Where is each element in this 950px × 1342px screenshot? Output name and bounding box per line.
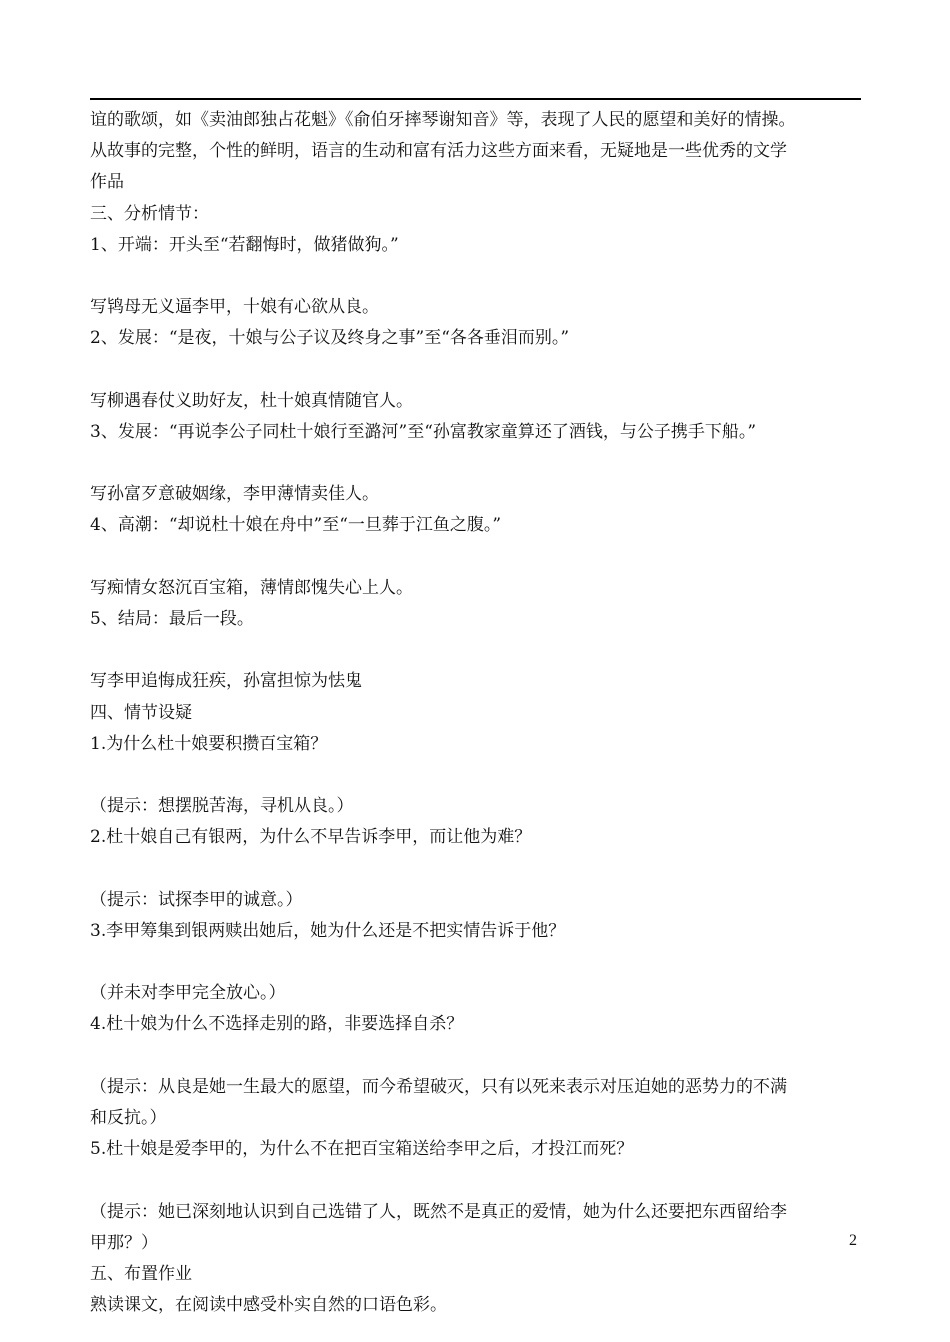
- question-3: 3.李甲筹集到银两赎出她后，她为什么还是不把实情告诉于他？: [90, 920, 566, 941]
- plot-stage-3: 3、发展：“再说李公子同杜十娘行至潞河”至“孙富教家童算还了酒钱，与公子携手下船。”: [90, 421, 757, 442]
- page-number: 2: [849, 1232, 857, 1249]
- plot-summary-3: 写孙富歹意破姻缘，李甲薄情卖佳人。: [90, 484, 379, 505]
- answer-3: （并未对李甲完全放心。）: [90, 983, 286, 1004]
- intro-line-3: 作品: [90, 172, 124, 193]
- answer-4-line-1: （提示：从良是她一生最大的愿望，而今希望破灭，只有以死来表示对压迫她的恶势力的不满: [90, 1076, 787, 1097]
- answer-2: （提示：试探李甲的诚意。）: [90, 889, 303, 910]
- header-rule: [90, 98, 861, 100]
- intro-line-1: 谊的歌颂，如《卖油郎独占花魁》《俞伯牙摔琴谢知音》等，表现了人民的愿望和美好的情操。: [90, 110, 796, 130]
- answer-4-line-2: 和反抗。）: [90, 1108, 167, 1128]
- homework-text: 熟读课文，在阅读中感受朴实自然的口语色彩。: [90, 1295, 447, 1316]
- plot-summary-4: 写痴情女怒沉百宝箱，薄情郎愧失心上人。: [90, 577, 413, 598]
- section-5-heading: 五、布置作业: [90, 1263, 192, 1284]
- plot-stage-4: 4、高潮：“却说杜十娘在舟中”至“一旦葬于江鱼之腹。”: [90, 515, 502, 536]
- document-body: [90, 105, 861, 1321]
- question-1: 1.为什么杜十娘要积攒百宝箱？: [90, 733, 328, 754]
- answer-5-line-2: 甲那？）: [90, 1232, 158, 1253]
- plot-stage-2: 2、发展：“是夜，十娘与公子议及终身之事”至“各各垂泪而别。”: [90, 328, 570, 349]
- answer-5-line-1: （提示：她已深刻地认识到自己选错了人，既然不是真正的爱情，她为什么还要把东西留给李: [90, 1201, 787, 1222]
- question-2: 2.杜十娘自己有银两，为什么不早告诉李甲，而让他为难？: [90, 827, 532, 848]
- section-4-heading: 四、情节设疑: [90, 702, 192, 723]
- question-4: 4.杜十娘为什么不选择走别的路，非要选择自杀？: [90, 1014, 464, 1035]
- plot-stage-1: 1、开端：开头至“若翻悔时，做猪做狗。”: [90, 234, 399, 255]
- plot-summary-1: 写鸨母无义逼李甲，十娘有心欲从良。: [90, 297, 379, 318]
- plot-summary-5: 写李甲追悔成狂疾，孙富担惊为怯鬼: [90, 671, 362, 692]
- plot-stage-5: 5、结局：最后一段。: [90, 609, 254, 629]
- intro-line-2: 从故事的完整，个性的鲜明，语言的生动和富有活力这些方面来看，无疑地是一些优秀的文学: [90, 141, 787, 162]
- section-3-heading: 三、分析情节：: [90, 203, 209, 224]
- question-5: 5.杜十娘是爱李甲的，为什么不在把百宝箱送给李甲之后，才投江而死？: [90, 1139, 634, 1160]
- answer-1: （提示：想摆脱苦海，寻机从良。）: [90, 796, 354, 817]
- plot-summary-2: 写柳遇春仗义助好友，杜十娘真情随官人。: [90, 390, 413, 411]
